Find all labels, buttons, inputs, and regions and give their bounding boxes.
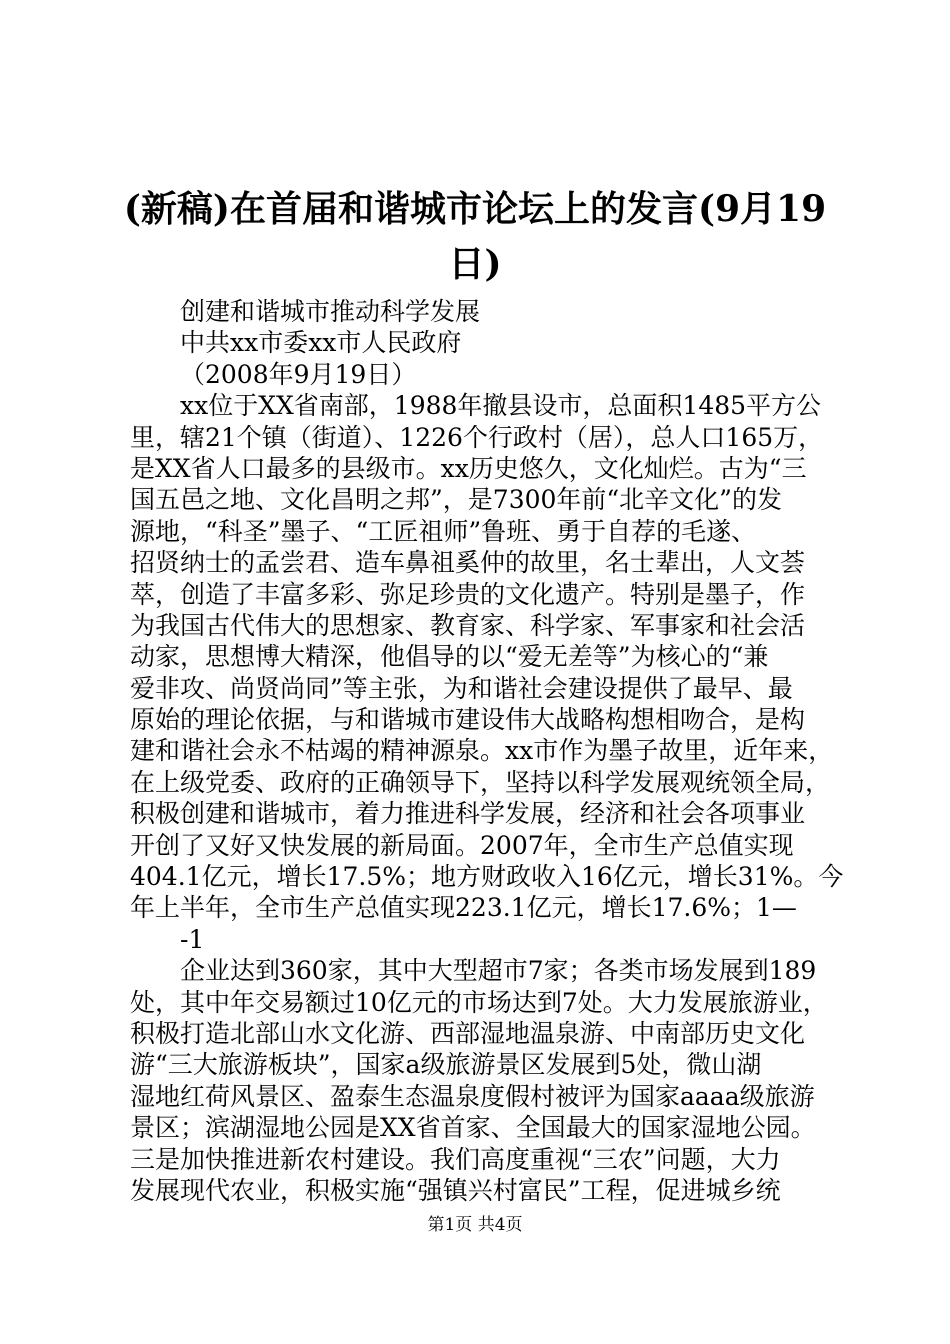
author-line: 中共xx市委xx市人民政府 bbox=[180, 328, 462, 358]
paragraph-line: 为我国古代伟大的思想家、教育家、科学家、军事家和社会活 bbox=[130, 610, 806, 640]
paragraph-line: 招贤纳士的孟尝君、造车鼻祖奚仲的故里，名士辈出，人文荟 bbox=[130, 548, 806, 578]
paragraph-line: 是XX省人口最多的县级市。xx历史悠久，文化灿烂。古为“三 bbox=[130, 453, 807, 483]
paragraph-line: 处，其中年交易额过10亿元的市场达到7处。大力发展旅游业， bbox=[130, 987, 828, 1017]
paragraph-line: 在上级党委、政府的正确领导下，坚持以科学发展观统领全局， bbox=[130, 767, 831, 797]
paragraph-line: 积极创建和谐城市，着力推进科学发展，经济和社会各项事业 bbox=[130, 799, 806, 829]
paragraph-line: 企业达到360家，其中大型超市7家；各类市场发展到189 bbox=[180, 956, 817, 986]
paragraph-line: 404.1亿元，增长17.5%；地方财政收入16亿元，增长31%。今 bbox=[130, 862, 844, 892]
inline-page-marker: -1 bbox=[180, 924, 205, 954]
paragraph-line: 国五邑之地、文化昌明之邦”，是7300年前“北辛文化”的发 bbox=[130, 485, 782, 515]
paragraph-line: 建和谐社会永不枯竭的精神源泉。xx市作为墨子故里，近年来， bbox=[130, 736, 834, 766]
paragraph-line: 湿地红荷风景区、盈泰生态温泉度假村被评为国家aaaa级旅游 bbox=[130, 1081, 815, 1111]
paragraph-line: 源地，“科圣”墨子、“工匠祖师”鲁班、勇于自荐的毛遂、 bbox=[130, 516, 757, 546]
page-footer: 第1页 共4页 bbox=[427, 1215, 523, 1235]
paragraph-line: 游“三大旅游板块”，国家a级旅游景区发展到5处，微山湖 bbox=[130, 1050, 762, 1080]
paragraph-line: 开创了又好又快发展的新局面。2007年，全市生产总值实现 bbox=[130, 830, 794, 860]
paragraph-line: 动家，思想博大精深，他倡导的以“爱无差等”为核心的“兼 bbox=[130, 642, 769, 672]
document-body bbox=[130, 296, 844, 1206]
paragraph-line: 积极打造北部山水文化游、西部湿地温泉游、中南部历史文化 bbox=[130, 1018, 806, 1048]
date-line: （2008年9月19日） bbox=[180, 359, 417, 389]
paragraph-line: 萃，创造了丰富多彩、弥足珍贵的文化遗产。特别是墨子，作 bbox=[130, 579, 806, 609]
paragraph-line: 原始的理论依据，与和谐城市建设伟大战略构想相吻合，是构 bbox=[130, 705, 806, 735]
document-title-line-1: (新稿)在首届和谐城市论坛上的发言(9月19 bbox=[123, 188, 827, 230]
paragraph-line: 里，辖21个镇（街道）、1226个行政村（居），总人口165万， bbox=[130, 422, 824, 452]
paragraph-line: 三是加快推进新农村建设。我们高度重视“三农”问题，大力 bbox=[130, 1144, 781, 1174]
paragraph-line: 景区；滨湖湿地公园是XX省首家、全国最大的国家湿地公园。 bbox=[130, 1113, 816, 1143]
document-title-line-2: 日) bbox=[448, 243, 502, 285]
paragraph-line: xx位于XX省南部，1988年撤县设市，总面积1485平方公 bbox=[180, 391, 822, 421]
paragraph-line: 爱非攻、尚贤尚同”等主张，为和谐社会建设提供了最早、最 bbox=[130, 673, 793, 703]
subtitle: 创建和谐城市推动科学发展 bbox=[180, 297, 481, 326]
paragraph-line: 年上半年，全市生产总值实现223.1亿元，增长17.6%；1— bbox=[130, 893, 797, 923]
paragraph-line: 发展现代农业，积极实施“强镇兴村富民”工程，促进城乡统 bbox=[130, 1175, 781, 1205]
